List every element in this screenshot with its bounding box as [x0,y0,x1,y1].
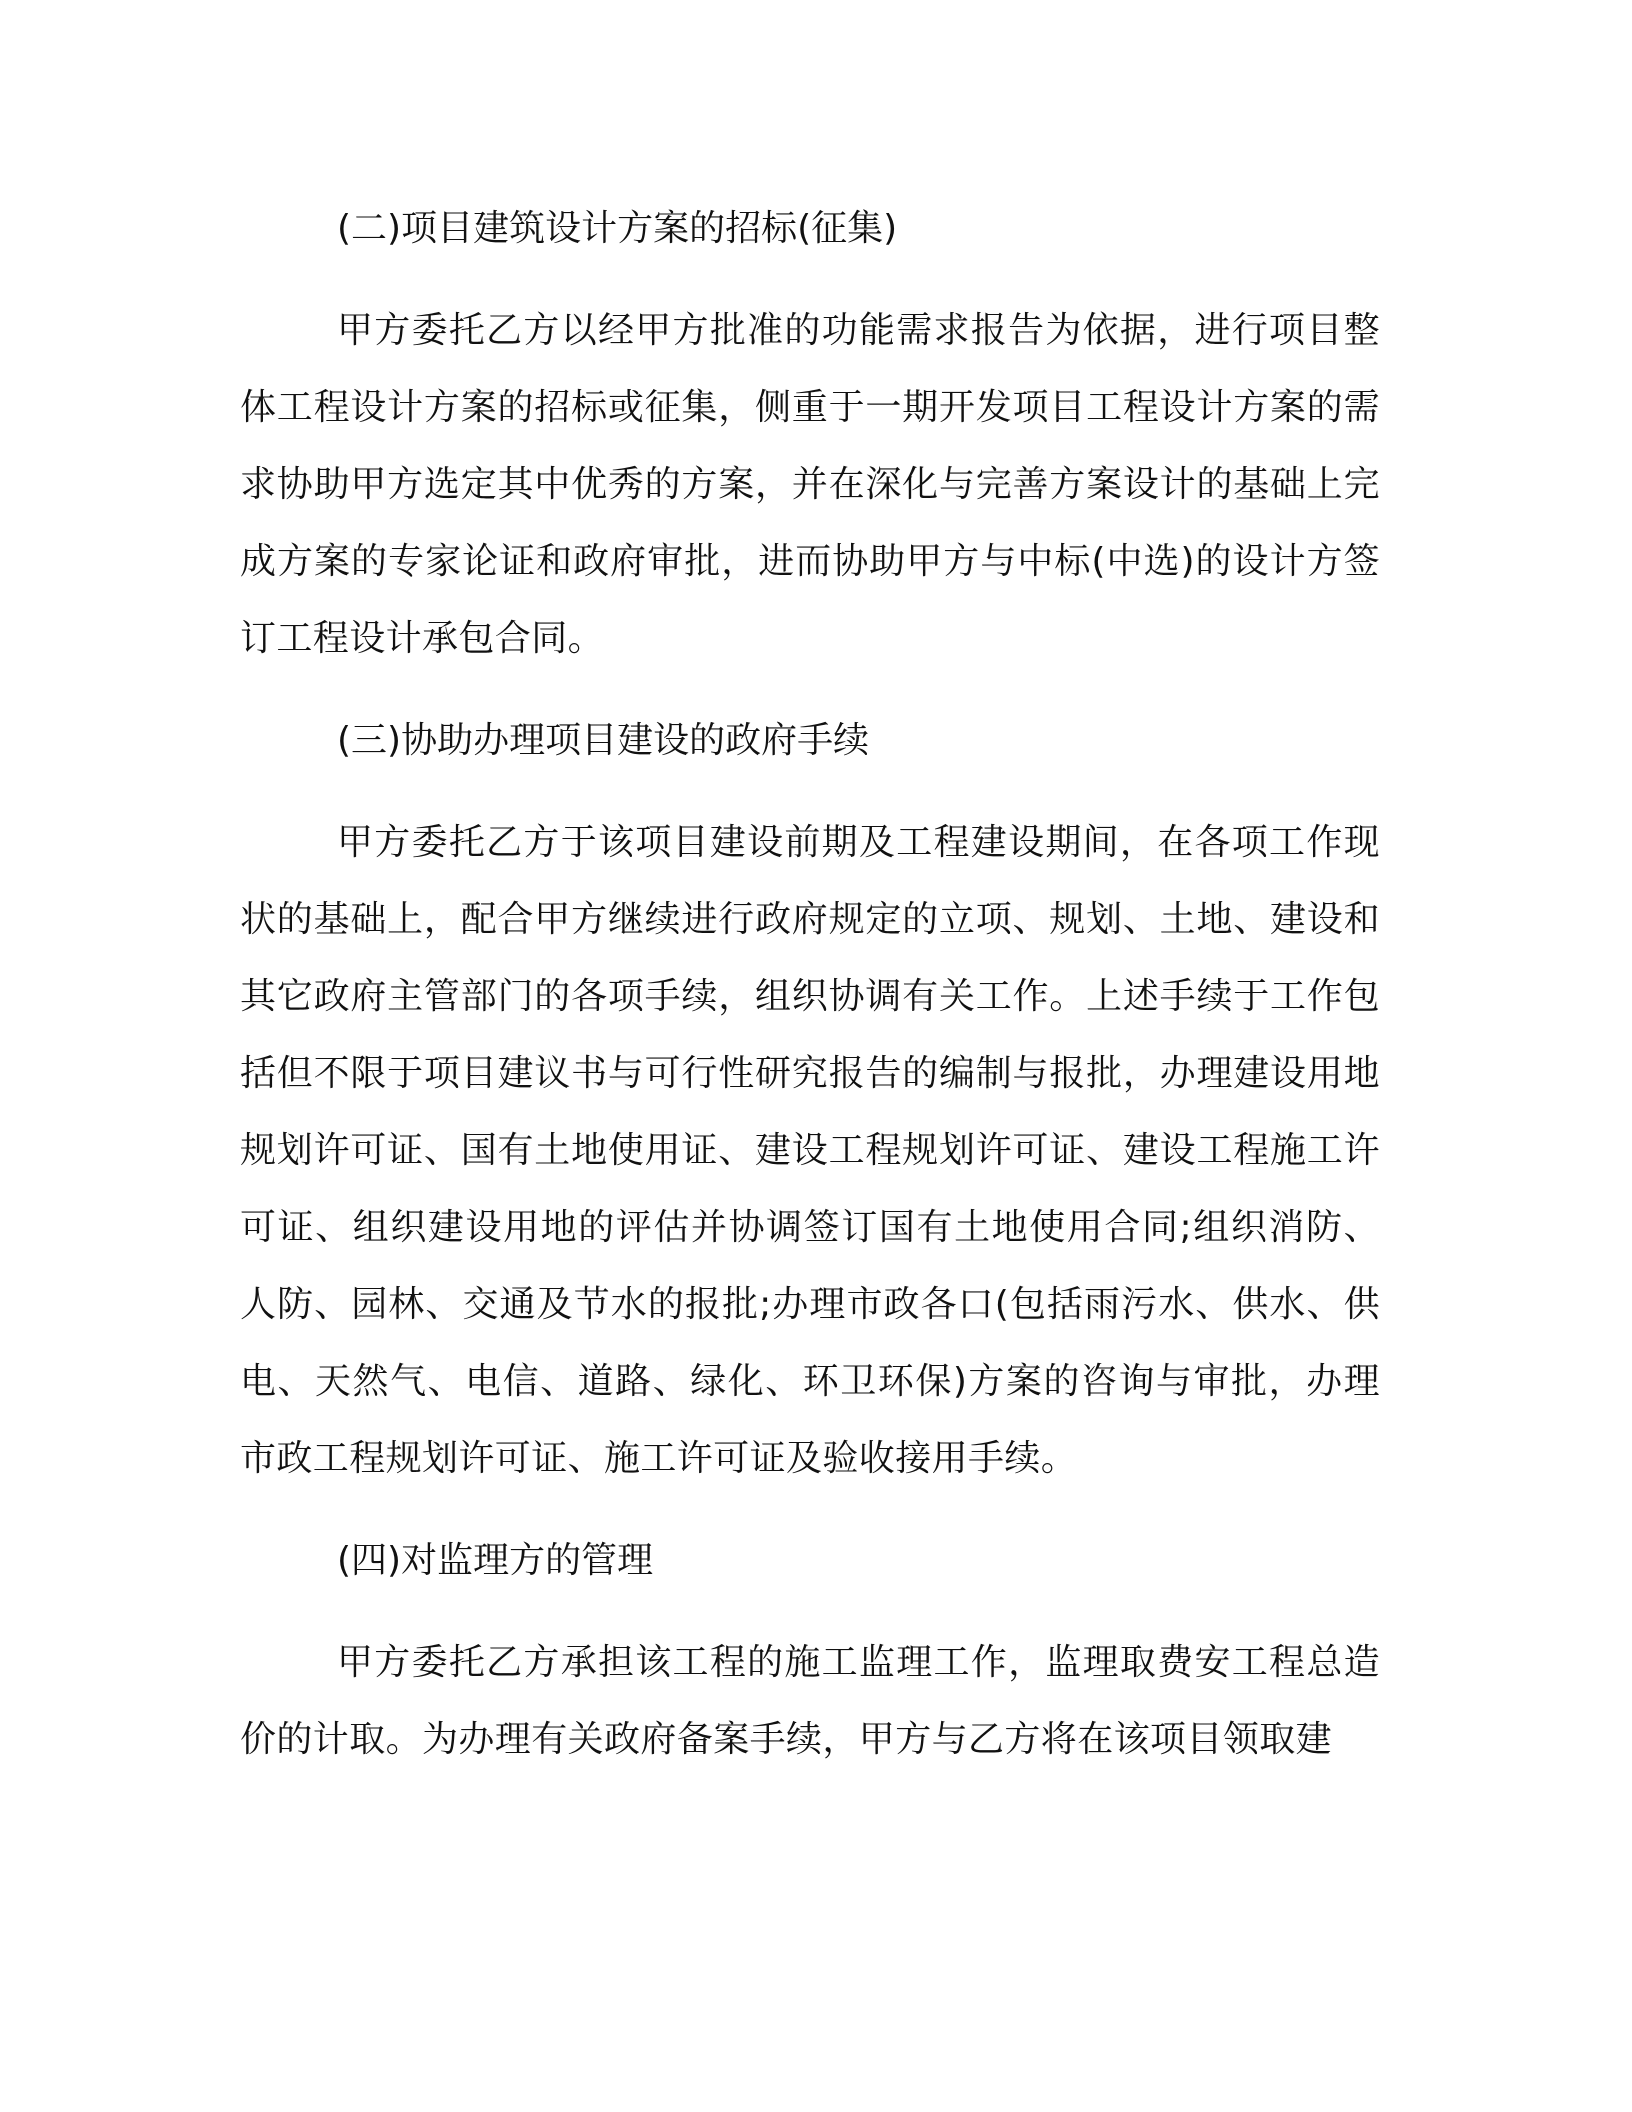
section-heading-4: (四)对监理方的管理 [337,1540,654,1581]
section-paragraph-3: 甲方委托乙方于该项目建设前期及工程建设期间，在各项工作现状的基础上，配合甲方继续进行政府规定的立项、规划、土地、建设和其它政府主管部门的各项手续，组织协调有关工作。上述手续于工作包括但不限于项目建议书与可行性研究报告的编制与报批，办理建设用地规划许可证、国有土地使用证、建设工程规划许可证、建设工程施工许可证、组织建设用地的评估并协调签订国有土地使用合同;组织消防、人防、园林、交通及节水的报批;办理市政各口(包括雨污水、供水、供电、天然气、电信、道路、绿化、环卫环保)方案的咨询与审批，办理市政工程规划许可证、施工许可证及验收接用手续。 [240,822,1380,1479]
section-paragraph-2: 甲方委托乙方以经甲方批准的功能需求报告为依据，进行项目整体工程设计方案的招标或征集，侧重于一期开发项目工程设计方案的需求协助甲方选定其中优秀的方案，并在深化与完善方案设计的基础上完成方案的专家论证和政府审批，进而协助甲方与中标(中选)的设计方签订工程设计承包合同。 [240,310,1380,659]
document-body [240,190,1380,1803]
section-paragraph-4: 甲方委托乙方承担该工程的施工监理工作，监理取费安工程总造价的计取。为办理有关政府备案手续，甲方与乙方将在该项目领取建 [240,1642,1380,1760]
section-heading-3: (三)协助办理项目建设的政府手续 [337,720,870,761]
section-heading-2: (二)项目建筑设计方案的招标(征集) [337,208,898,249]
